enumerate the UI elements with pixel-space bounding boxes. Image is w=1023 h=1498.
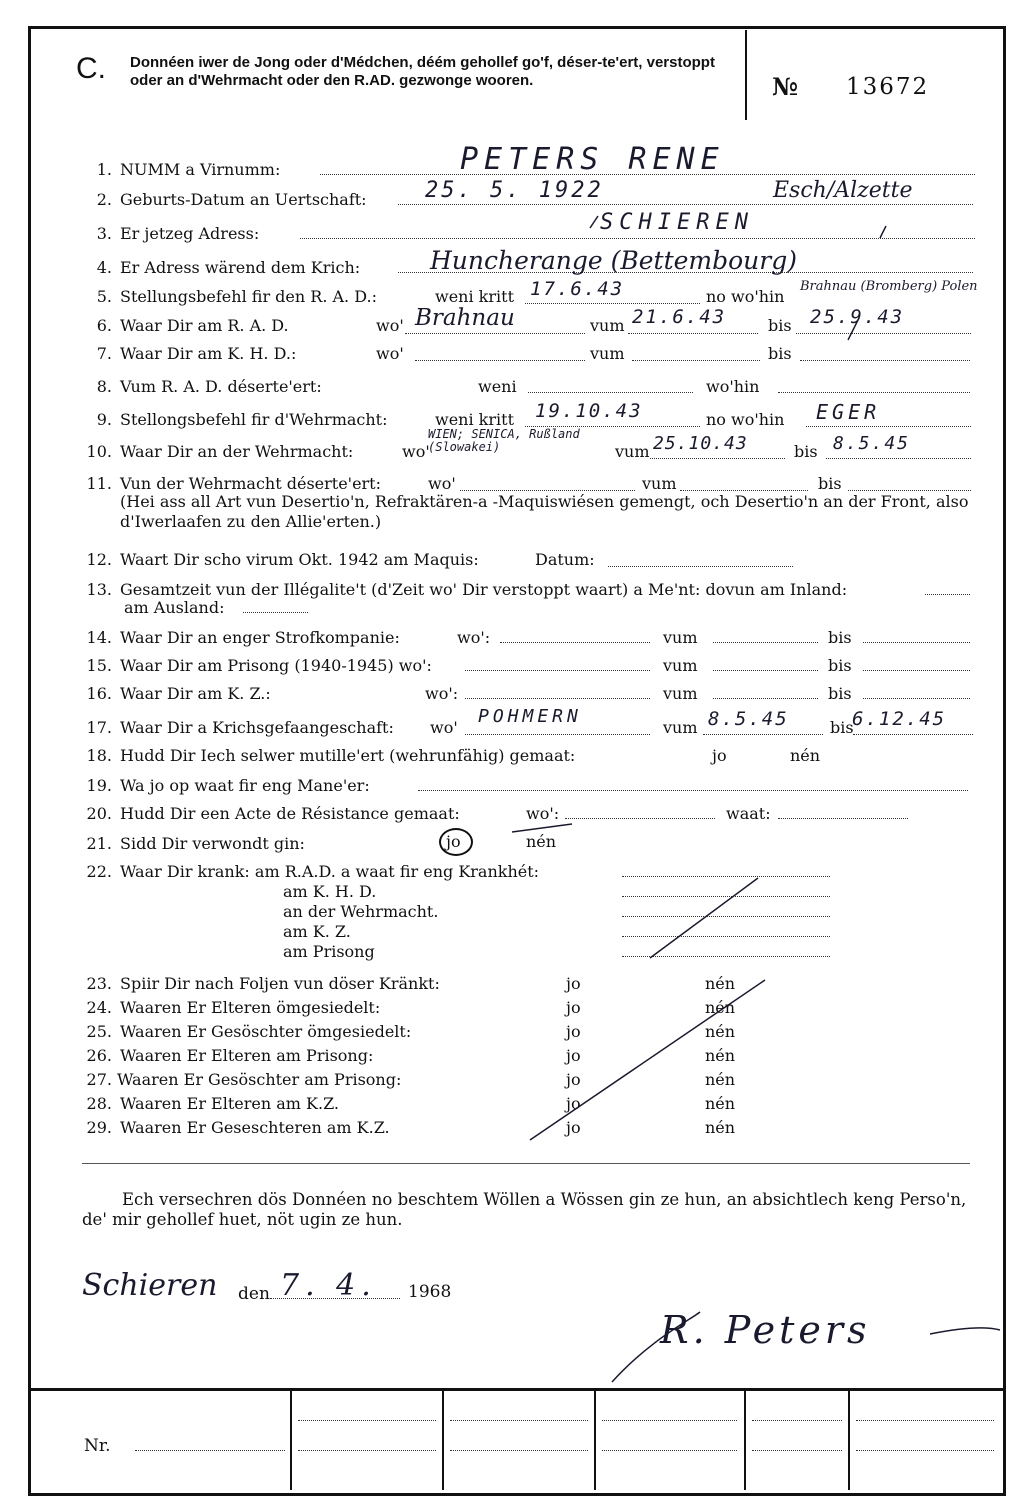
question-row bbox=[0, 652, 1023, 676]
footer-line bbox=[752, 1420, 842, 1421]
question-label: Sidd Dir verwondt gin: bbox=[120, 834, 305, 853]
answer-line bbox=[622, 956, 830, 957]
handwritten-pow-to: 6.12.45 bbox=[852, 708, 947, 730]
question-label: Waaren Er Geseschteren am K.Z. bbox=[120, 1118, 390, 1137]
datum-label: Datum: bbox=[535, 550, 595, 569]
question-number: 27. bbox=[86, 1070, 112, 1089]
question-number: 21. bbox=[86, 834, 112, 853]
wo-label: wo' bbox=[402, 442, 430, 461]
separator-line bbox=[82, 1163, 970, 1164]
question-label: Vun der Wehrmacht déserte'ert: bbox=[120, 474, 381, 493]
answer-line bbox=[778, 818, 908, 819]
question-number: 2. bbox=[96, 190, 112, 209]
form-section-letter: C. bbox=[76, 52, 106, 85]
question-label: Waar Dir am Prisong (1940-1945) wo': bbox=[120, 656, 432, 675]
answer-line bbox=[826, 458, 971, 459]
answer-line bbox=[800, 360, 970, 361]
vum-label: vum bbox=[663, 684, 698, 703]
question-number: 20. bbox=[86, 804, 112, 823]
question-number: 7. bbox=[96, 344, 112, 363]
answer-line bbox=[863, 698, 970, 699]
wo-label: wo': bbox=[457, 628, 491, 647]
footer-divider bbox=[848, 1391, 850, 1490]
question-label: Stellungsbefehl fir den R. A. D.: bbox=[120, 287, 377, 306]
answer-line bbox=[680, 490, 808, 491]
question-row bbox=[0, 220, 1023, 244]
question-number: 5. bbox=[96, 287, 112, 306]
question-label: Stellongsbefehl fir d'Wehrmacht: bbox=[120, 410, 388, 429]
question-number: 22. bbox=[86, 862, 112, 881]
question-number: 26. bbox=[86, 1046, 112, 1065]
answer-line bbox=[608, 566, 793, 567]
question-label: Waar Dir a Krichsgefaangeschaft: bbox=[120, 718, 394, 737]
answer-line bbox=[796, 333, 971, 334]
footer-line bbox=[450, 1420, 588, 1421]
jo-option: jo bbox=[566, 1094, 581, 1113]
handwritten-name: PETERS RENE bbox=[460, 142, 725, 177]
weni-label: weni bbox=[478, 377, 517, 396]
bis-label: bis bbox=[768, 316, 792, 335]
question-row bbox=[0, 1114, 1023, 1138]
jo-option: jo bbox=[566, 1118, 581, 1137]
answer-line bbox=[925, 594, 970, 595]
question-number: 23. bbox=[86, 974, 112, 993]
question-number: 29. bbox=[86, 1118, 112, 1137]
answer-line bbox=[806, 426, 971, 427]
illness-sublabel: am Prisong bbox=[283, 942, 375, 961]
question-number: 1. bbox=[96, 160, 112, 179]
question-number: 14. bbox=[86, 628, 112, 647]
question-row bbox=[0, 830, 1023, 854]
answer-line bbox=[465, 670, 650, 671]
number-sign: № bbox=[772, 72, 799, 101]
illness-sublabel: an der Wehrmacht. bbox=[283, 902, 439, 921]
answer-line bbox=[713, 642, 818, 643]
answer-line bbox=[465, 698, 650, 699]
vum-label: vum bbox=[663, 628, 698, 647]
footer-line bbox=[856, 1420, 994, 1421]
answer-line bbox=[622, 936, 830, 937]
weni-kritt-label: weni kritt bbox=[435, 410, 514, 429]
bis-label: bis bbox=[818, 474, 842, 493]
question-label: Er jetzeg Adress: bbox=[120, 224, 260, 243]
question-label: NUMM a Virnumm: bbox=[120, 160, 281, 179]
answer-line bbox=[405, 333, 585, 334]
footer-line bbox=[602, 1450, 737, 1451]
footer-line bbox=[602, 1420, 737, 1421]
am-ausland-label: am Ausland: bbox=[124, 598, 225, 617]
question-number: 10. bbox=[86, 442, 112, 461]
answer-line bbox=[300, 238, 975, 239]
footer-divider bbox=[744, 1391, 746, 1490]
question-number: 28. bbox=[86, 1094, 112, 1113]
question-number: 12. bbox=[86, 550, 112, 569]
handwritten-rad-where: Brahnau bbox=[415, 305, 515, 331]
jo-option: jo bbox=[566, 1070, 581, 1089]
handwritten-date-signed: 7. 4. bbox=[280, 1268, 377, 1303]
wo-label: wo' bbox=[430, 718, 458, 737]
den-label: den bbox=[238, 1284, 270, 1304]
answer-line bbox=[565, 818, 715, 819]
question-row bbox=[0, 742, 1023, 766]
question-row bbox=[0, 1090, 1023, 1114]
handwritten-rad-order-date: 17.6.43 bbox=[530, 278, 625, 300]
question-label: Geburts-Datum an Uertschaft: bbox=[120, 190, 367, 209]
question-row bbox=[0, 680, 1023, 704]
nen-option: nén bbox=[705, 1094, 736, 1113]
question-number: 17. bbox=[86, 718, 112, 737]
no-wohin-label: no wo'hin bbox=[706, 410, 785, 429]
answer-line bbox=[703, 734, 823, 735]
question-label: Waar Dir am R. A. D. bbox=[120, 316, 289, 335]
footer-line bbox=[298, 1420, 436, 1421]
handwritten-wm-order-place: EGER bbox=[816, 400, 881, 424]
nr-line bbox=[135, 1450, 285, 1451]
vum-label: vum bbox=[663, 718, 698, 737]
question-number: 4. bbox=[96, 258, 112, 277]
answer-line bbox=[415, 360, 585, 361]
wo-label: wo': bbox=[526, 804, 560, 823]
answer-line bbox=[622, 916, 830, 917]
nen-option: nén bbox=[705, 1046, 736, 1065]
question-number: 13. bbox=[86, 580, 112, 599]
question-label: Waar Dir an enger Strofkompanie: bbox=[120, 628, 400, 647]
question-label: Waaren Er Gesöschter ömgesiedelt: bbox=[120, 1022, 412, 1041]
jo-option: jo bbox=[446, 832, 461, 851]
question-label: Wa jo op waat fir eng Mane'er: bbox=[120, 776, 370, 795]
bis-label: bis bbox=[828, 656, 852, 675]
question-row bbox=[0, 970, 1023, 994]
no-wohin-label: no wo'hin bbox=[706, 287, 785, 306]
answer-line bbox=[632, 360, 760, 361]
footer-line bbox=[298, 1450, 436, 1451]
question-number: 18. bbox=[86, 746, 112, 765]
footer-divider bbox=[290, 1391, 292, 1490]
question-label: Waaren Er Elteren ömgesiedelt: bbox=[120, 998, 381, 1017]
handwritten-wm-to: 8.5.45 bbox=[833, 433, 911, 454]
answer-line bbox=[622, 896, 830, 897]
wo-label: wo' bbox=[376, 316, 404, 335]
form-number: 13672 bbox=[846, 74, 930, 100]
answer-line bbox=[628, 333, 758, 334]
question-number: 24. bbox=[86, 998, 112, 1017]
question-label: Waar Dir am K. Z.: bbox=[120, 684, 271, 703]
question-label: Hudd Dir een Acte de Résistance gemaat: bbox=[120, 804, 460, 823]
vum-label: vum bbox=[642, 474, 677, 493]
answer-line bbox=[622, 876, 830, 877]
year-label: 1968 bbox=[408, 1282, 452, 1302]
jo-option: jo bbox=[566, 974, 581, 993]
question-row bbox=[0, 858, 1023, 882]
illness-sublabel: am K. H. D. bbox=[283, 882, 377, 901]
question-number: 25. bbox=[86, 1022, 112, 1041]
header-divider bbox=[745, 30, 747, 120]
desertion-note: (Hei ass all Art vun Desertio'n, Refraktären-a -Maquiswiésen gemengt, och Desertio'n an der Front, also d'Iwerlaafen zu den Allie'erten.) bbox=[120, 492, 969, 531]
question-row bbox=[0, 994, 1023, 1018]
answer-line bbox=[863, 670, 970, 671]
handwritten-rad-from: 21.6.43 bbox=[632, 306, 727, 328]
answer-line bbox=[500, 642, 650, 643]
footer-divider bbox=[594, 1391, 596, 1490]
nen-option: nén bbox=[705, 998, 736, 1017]
question-number: 11. bbox=[86, 474, 112, 493]
question-label: Waar Dir am K. H. D.: bbox=[120, 344, 297, 363]
wo-label: wo' bbox=[376, 344, 404, 363]
handwritten-address: SCHIEREN bbox=[600, 210, 754, 235]
question-label: Gesamtzeit vun der Illégalite't (d'Zeit wo' Dir verstoppt waart) a Me'nt: dovun am Inland: bbox=[120, 580, 848, 599]
answer-line bbox=[650, 458, 785, 459]
question-number: 15. bbox=[86, 656, 112, 675]
question-label: Spiir Dir nach Foljen vun döser Kränkt: bbox=[120, 974, 440, 993]
bis-label: bis bbox=[828, 628, 852, 647]
answer-line bbox=[778, 392, 970, 393]
bis-label: bis bbox=[768, 344, 792, 363]
handwritten-pow-where: POHMERN bbox=[478, 706, 582, 727]
signature: R. Peters bbox=[660, 1308, 871, 1352]
bis-label: bis bbox=[830, 718, 854, 737]
question-row bbox=[0, 1066, 1023, 1090]
footer-top-rule bbox=[28, 1388, 1003, 1391]
vum-label: vum bbox=[590, 344, 625, 363]
form-title: Donnéen iwer de Jong oder d'Médchen, déém gehollef go'f, déser-te'ert, verstoppt oder an d'Wehrmacht oder den R.AD. gezwonge wooren. bbox=[130, 54, 715, 89]
handwritten-rad-to: 25.9.43 bbox=[810, 306, 905, 328]
nr-label: Nr. bbox=[84, 1436, 111, 1456]
jo-option: jo bbox=[566, 1046, 581, 1065]
nen-option: nén bbox=[705, 1022, 736, 1041]
jo-option: jo bbox=[712, 746, 727, 765]
question-row bbox=[0, 800, 1023, 824]
nen-option: nén bbox=[705, 1070, 736, 1089]
question-number: 8. bbox=[96, 377, 112, 396]
footer-divider bbox=[442, 1391, 444, 1490]
weni-kritt-label: weni kritt bbox=[435, 287, 514, 306]
handwritten-wm-where: WIEN; SENICA, Rußland (Slowakei) bbox=[428, 427, 580, 454]
answer-line bbox=[848, 490, 971, 491]
footer-line bbox=[856, 1450, 994, 1451]
answer-line bbox=[713, 698, 818, 699]
question-label: Waar Dir an der Wehrmacht: bbox=[120, 442, 354, 461]
handwritten-pow-from: 8.5.45 bbox=[708, 708, 789, 730]
answer-line bbox=[528, 392, 693, 393]
question-number: 19. bbox=[86, 776, 112, 795]
answer-line bbox=[398, 204, 973, 205]
bis-label: bis bbox=[794, 442, 818, 461]
waat-label: waat: bbox=[726, 804, 771, 823]
question-label: Er Adress wärend dem Krich: bbox=[120, 258, 361, 277]
answer-line bbox=[863, 642, 970, 643]
answer-line bbox=[713, 670, 818, 671]
vum-label: vum bbox=[590, 316, 625, 335]
answer-line bbox=[460, 490, 635, 491]
wohin-label: wo'hin bbox=[706, 377, 760, 396]
question-label: Hudd Dir Iech selwer mutille'ert (wehrunfähig) gemaat: bbox=[120, 746, 576, 765]
nen-option: nén bbox=[705, 1118, 736, 1137]
bis-label: bis bbox=[828, 684, 852, 703]
answer-line bbox=[525, 303, 700, 304]
question-label: Waaren Er Gesöschter am Prisong: bbox=[117, 1070, 402, 1089]
handwritten-wm-order-date: 19.10.43 bbox=[535, 400, 643, 422]
question-row bbox=[0, 624, 1023, 648]
declaration-text: Ech versechren dös Donnéen no beschtem Wöllen a Wössen gin ze hun, an absichtlech keng Perso'n, de' mir gehollef huet, nöt ugin ze hun. bbox=[82, 1190, 967, 1229]
answer-line bbox=[853, 734, 973, 735]
question-row bbox=[0, 546, 1023, 570]
answer-line bbox=[243, 612, 308, 613]
question-label: Waaren Er Elteren am Prisong: bbox=[120, 1046, 374, 1065]
handwritten-wm-from: 25.10.43 bbox=[653, 433, 748, 454]
question-number: 16. bbox=[86, 684, 112, 703]
handwritten-birth-place: Esch/Alzette bbox=[773, 178, 913, 203]
question-label: Waart Dir scho virum Okt. 1942 am Maquis: bbox=[120, 550, 479, 569]
vum-label: vum bbox=[663, 656, 698, 675]
vum-label: vum bbox=[615, 442, 650, 461]
handwritten-place-signed: Schieren bbox=[82, 1268, 218, 1303]
handwritten-rad-order-place: Brahnau (Bromberg) Polen bbox=[800, 279, 978, 294]
question-row bbox=[0, 576, 1023, 600]
question-label: Waar Dir krank: am R.A.D. a waat fir eng Krankhét: bbox=[120, 862, 540, 881]
nen-option: nén bbox=[790, 746, 821, 765]
question-label: Waaren Er Elteren am K.Z. bbox=[120, 1094, 340, 1113]
wo-label: wo' bbox=[428, 474, 456, 493]
question-row bbox=[0, 1042, 1023, 1066]
jo-option: jo bbox=[566, 998, 581, 1017]
footer-line bbox=[450, 1450, 588, 1451]
question-row bbox=[0, 1018, 1023, 1042]
footer-line bbox=[752, 1450, 842, 1451]
answer-line bbox=[465, 734, 650, 735]
question-label: Vum R. A. D. déserte'ert: bbox=[120, 377, 322, 396]
question-number: 9. bbox=[96, 410, 112, 429]
handwritten-war-address: Huncherange (Bettembourg) bbox=[430, 246, 797, 275]
illness-sublabel: am K. Z. bbox=[283, 922, 351, 941]
jo-option: jo bbox=[566, 1022, 581, 1041]
nen-option: nén bbox=[705, 974, 736, 993]
question-number: 6. bbox=[96, 316, 112, 335]
nen-option: nén bbox=[526, 832, 557, 851]
answer-line bbox=[418, 790, 968, 791]
wo-label: wo': bbox=[425, 684, 459, 703]
handwritten-birth-date: 25. 5. 1922 bbox=[425, 178, 604, 203]
question-row bbox=[0, 772, 1023, 796]
question-number: 3. bbox=[96, 224, 112, 243]
